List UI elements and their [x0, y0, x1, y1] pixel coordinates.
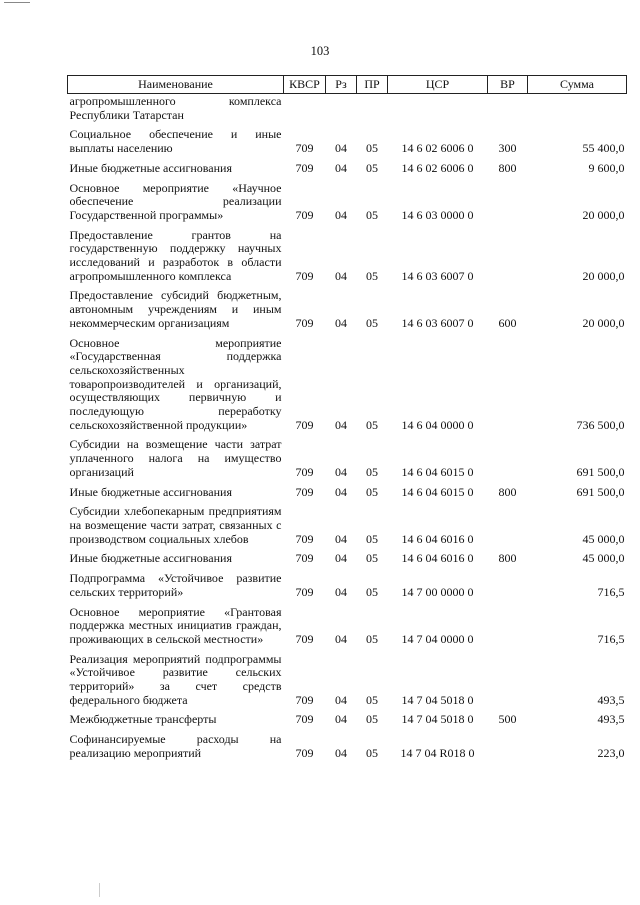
cell-vr [488, 566, 528, 599]
cell-name: Субсидии на возмещение части затрат уплаченного налога на имущество организаций [69, 437, 282, 479]
table-row [68, 331, 627, 433]
cell-sum: 20 000,0 [582, 268, 625, 283]
cell-csr: 14 6 03 6007 0 [401, 315, 474, 330]
cell-sum: 20 000,0 [582, 315, 625, 330]
cell-kvsr: 709 [295, 141, 314, 156]
table-row [68, 480, 627, 500]
cell-pr: 05 [366, 207, 378, 222]
cell-sum [528, 94, 627, 123]
cell-sum: 55 400,0 [582, 141, 625, 156]
header-vr: ВР [488, 76, 528, 94]
table-body [68, 94, 627, 761]
cell-pr: 05 [366, 484, 378, 499]
cell-vr: 600 [498, 315, 517, 330]
cell-name: Субсидии хлебопекарным предприятиям на возмещение части затрат, связанных с производством социальных хлебов [69, 504, 282, 546]
cell-rz: 04 [335, 692, 347, 707]
header-sum: Сумма [528, 76, 627, 94]
cell-vr [488, 600, 528, 647]
cell-kvsr [284, 94, 326, 123]
cell-rz: 04 [335, 160, 347, 175]
cell-sum: 223,0 [597, 745, 625, 760]
cell-pr: 05 [366, 745, 378, 760]
table-row [68, 122, 627, 155]
cell-sum: 45 000,0 [582, 531, 625, 546]
cell-csr: 14 7 04 5018 0 [401, 712, 474, 727]
table-row [68, 546, 627, 566]
cell-csr: 14 7 04 0000 0 [401, 631, 474, 646]
cell-pr: 05 [366, 631, 378, 646]
cell-csr: 14 6 04 6015 0 [401, 464, 474, 479]
cell-rz: 04 [335, 531, 347, 546]
table-row [68, 94, 627, 123]
cell-name: Иные бюджетные ассигнования [69, 551, 232, 566]
cell-rz: 04 [335, 584, 347, 599]
budget-table [67, 75, 627, 761]
cell-name: Межбюджетные трансферты [69, 712, 217, 727]
table-row [68, 156, 627, 176]
cell-kvsr: 709 [295, 315, 314, 330]
cell-csr: 14 7 04 R018 0 [400, 745, 475, 760]
cell-vr: 300 [498, 141, 517, 156]
cell-vr [488, 223, 528, 284]
cell-csr: 14 7 00 0000 0 [401, 584, 474, 599]
cell-sum: 736 500,0 [576, 417, 625, 432]
cell-rz: 04 [335, 268, 347, 283]
cell-name: Основное мероприятие «Государственная поддержка сельскохозяйственных товаропроизводителей и организаций, осуществляющих первичную и последующую переработку сельскохозяйственной продукции» [69, 335, 282, 432]
cell-rz: 04 [335, 551, 347, 566]
cell-pr: 05 [366, 417, 378, 432]
cell-rz: 04 [335, 745, 347, 760]
cell-csr: 14 6 04 6016 0 [401, 531, 474, 546]
cell-csr: 14 6 03 0000 0 [401, 207, 474, 222]
cell-name: Основное мероприятие «Грантовая поддержка местных инициатив граждан, проживающих в сельской местности» [69, 604, 282, 646]
cell-csr: 14 6 03 6007 0 [401, 268, 474, 283]
cell-kvsr: 709 [295, 207, 314, 222]
cell-sum: 45 000,0 [582, 551, 625, 566]
table-row [68, 600, 627, 647]
cell-csr: 14 6 02 6006 0 [401, 160, 474, 175]
cell-vr [488, 647, 528, 708]
cell-csr: 14 6 04 6016 0 [401, 551, 474, 566]
cell-vr [488, 331, 528, 433]
cell-rz: 04 [335, 464, 347, 479]
cell-rz: 04 [335, 141, 347, 156]
header-kvsr: КВСР [284, 76, 326, 94]
cell-pr: 05 [366, 268, 378, 283]
cell-name: агропромышленного комплекса Республики Татарстан [69, 94, 282, 122]
cell-kvsr: 709 [295, 484, 314, 499]
cell-vr [488, 499, 528, 546]
cell-vr: 800 [498, 160, 517, 175]
cell-sum: 691 500,0 [576, 464, 625, 479]
cell-name: Иные бюджетные ассигнования [69, 160, 232, 175]
cell-pr: 05 [366, 160, 378, 175]
cell-kvsr: 709 [295, 631, 314, 646]
cell-pr: 05 [366, 315, 378, 330]
cell-sum: 20 000,0 [582, 207, 625, 222]
cell-pr: 05 [366, 551, 378, 566]
cell-rz: 04 [335, 315, 347, 330]
cell-kvsr: 709 [295, 160, 314, 175]
cell-kvsr: 709 [295, 531, 314, 546]
cell-csr: 14 6 02 6006 0 [401, 141, 474, 156]
cell-rz: 04 [335, 207, 347, 222]
cell-rz: 04 [335, 631, 347, 646]
cell-pr: 05 [366, 464, 378, 479]
cell-kvsr: 709 [295, 692, 314, 707]
cell-sum: 9 600,0 [588, 160, 625, 175]
cell-pr: 05 [366, 584, 378, 599]
table-row [68, 176, 627, 223]
cell-csr: 14 6 04 6015 0 [401, 484, 474, 499]
cell-name: Предоставление грантов на государственную поддержку научных исследований и разработок в области агропромышленного комплекса [69, 227, 282, 283]
cell-name: Софинансируемые расходы на реализацию мероприятий [69, 732, 282, 760]
cell-vr: 800 [498, 484, 517, 499]
cell-vr [488, 176, 528, 223]
cell-sum: 493,5 [597, 692, 625, 707]
cell-name: Социальное обеспечение и иные выплаты населению [69, 127, 282, 156]
header-csr: ЦСР [388, 76, 488, 94]
cell-vr: 800 [498, 551, 517, 566]
table-row [68, 647, 627, 708]
cell-kvsr: 709 [295, 712, 314, 727]
cell-name: Иные бюджетные ассигнования [69, 484, 232, 499]
header-pr: ПР [357, 76, 388, 94]
scan-edge-mark [4, 2, 30, 3]
cell-pr: 05 [366, 692, 378, 707]
cell-name: Предоставление субсидий бюджетным, автономным учреждениям и иным некоммерческим организациям [69, 288, 282, 330]
cell-vr [488, 432, 528, 479]
cell-kvsr: 709 [295, 745, 314, 760]
cell-sum: 691 500,0 [576, 484, 625, 499]
cell-pr [357, 94, 388, 123]
cell-vr [488, 94, 528, 123]
page-number: 103 [310, 44, 330, 58]
cell-kvsr: 709 [295, 584, 314, 599]
cell-name: Подпрограмма «Устойчивое развитие сельских территорий» [69, 571, 282, 599]
header-rz: Рз [326, 76, 357, 94]
cell-kvsr: 709 [295, 464, 314, 479]
cell-csr: 14 7 04 5018 0 [401, 692, 474, 707]
cell-csr [388, 94, 488, 123]
scan-artifact [99, 883, 100, 897]
cell-kvsr: 709 [295, 268, 314, 283]
cell-csr: 14 6 04 0000 0 [401, 417, 474, 432]
cell-pr: 05 [366, 531, 378, 546]
header-name: Наименование [68, 76, 284, 94]
cell-rz: 04 [335, 712, 347, 727]
table-row [68, 283, 627, 330]
cell-sum: 716,5 [597, 584, 625, 599]
cell-pr: 05 [366, 712, 378, 727]
table-row [68, 707, 627, 727]
table-row [68, 499, 627, 546]
cell-rz: 04 [335, 484, 347, 499]
table-header [68, 76, 627, 94]
table-row [68, 223, 627, 284]
cell-kvsr: 709 [295, 417, 314, 432]
cell-vr: 500 [498, 712, 517, 727]
cell-kvsr: 709 [295, 551, 314, 566]
table-row [68, 727, 627, 760]
cell-vr [488, 727, 528, 760]
cell-pr: 05 [366, 141, 378, 156]
cell-name: Основное мероприятие «Научное обеспечение реализации Государственной программы» [69, 180, 282, 222]
table-row [68, 432, 627, 479]
cell-sum: 493,5 [597, 712, 625, 727]
cell-rz [326, 94, 357, 123]
table-row [68, 566, 627, 599]
cell-sum: 716,5 [597, 631, 625, 646]
cell-name: Реализация мероприятий подпрограммы «Устойчивое развитие сельских территорий» за счет средств федерального бюджета [69, 651, 282, 707]
cell-rz: 04 [335, 417, 347, 432]
